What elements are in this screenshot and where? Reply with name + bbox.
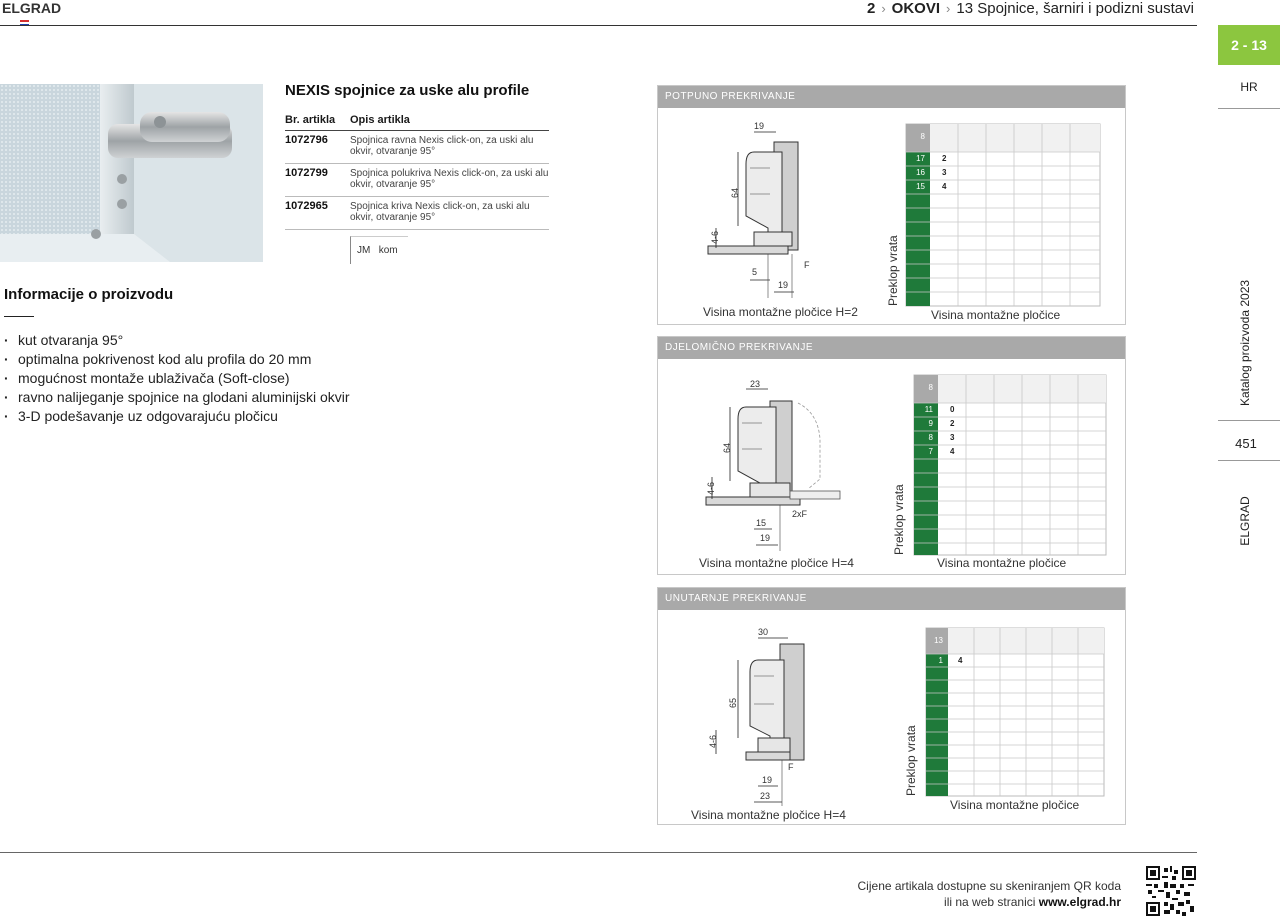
article-description: Spojnica ravna Nexis click-on, za uski alu okvir, otvaranje 95° bbox=[350, 131, 549, 164]
dimension-bottom-2: 23 bbox=[760, 791, 771, 801]
dimension-top: 30 bbox=[758, 627, 769, 637]
plate-value: 2 bbox=[950, 419, 955, 428]
plate-value: 2 bbox=[942, 154, 947, 163]
footer-divider bbox=[0, 852, 1197, 853]
overlay-value: 11 bbox=[924, 405, 933, 414]
list-item: · ravno nalijeganje spojnice na glodani aluminijski okvir bbox=[4, 388, 350, 407]
panel-title: POTPUNO PREKRIVANJE bbox=[658, 86, 1125, 108]
drawing-caption: Visina montažne pločice H=2 bbox=[703, 305, 858, 319]
breadcrumb bbox=[867, 0, 1194, 17]
dimension-side: 64 bbox=[730, 187, 740, 198]
header-divider bbox=[0, 25, 1197, 26]
unit-value: kom bbox=[378, 245, 398, 256]
table-row bbox=[285, 164, 549, 197]
breadcrumb-chapter-number: 2 bbox=[866, 0, 876, 17]
dimension-gap: 4-6 bbox=[710, 230, 720, 244]
overlay-value: 7 bbox=[928, 447, 933, 456]
overlay-value: 8 bbox=[928, 433, 933, 442]
panel-inner-overlay bbox=[657, 587, 1126, 825]
chevron-right-icon: › bbox=[881, 1, 886, 16]
list-item: · optimalna pokrivenost kod alu profila do 20 mm bbox=[4, 350, 350, 369]
breadcrumb-chapter[interactable]: OKOVI bbox=[891, 0, 941, 17]
info-divider bbox=[4, 316, 34, 317]
vertical-axis-label: Preklop vrata bbox=[892, 484, 906, 555]
chapter-tab[interactable]: 2 - 13 bbox=[1218, 25, 1280, 65]
dimension-bottom: 15 bbox=[756, 518, 767, 528]
info-title: Informacije o proizvodu bbox=[4, 286, 174, 303]
overlay-value: 17 bbox=[916, 154, 925, 163]
dimension-bottom-2: 19 bbox=[760, 533, 771, 543]
dimension-top: 19 bbox=[754, 121, 765, 131]
table-corner: 8 bbox=[928, 383, 933, 392]
dimension-side: 65 bbox=[728, 697, 738, 708]
sidebar-divider bbox=[1218, 460, 1280, 461]
article-code: 1072796 bbox=[285, 131, 350, 164]
panel-body bbox=[658, 359, 1125, 574]
dimension-side: 64 bbox=[722, 442, 732, 453]
page-number: 451 bbox=[1235, 436, 1257, 451]
product-title: NEXIS spojnice za uske alu profile bbox=[285, 82, 530, 99]
vertical-axis-label: Preklop vrata bbox=[886, 235, 900, 306]
qr-code-icon[interactable] bbox=[1146, 866, 1196, 916]
chevron-right-icon: › bbox=[946, 1, 951, 16]
dimension-f: F bbox=[788, 762, 794, 772]
dimension-gap: 4-6 bbox=[708, 734, 718, 748]
product-table bbox=[285, 112, 549, 230]
dimension-bottom: 19 bbox=[762, 775, 773, 785]
breadcrumb-section[interactable]: Spojnice, šarniri i podizni sustavi bbox=[977, 0, 1194, 17]
overlay-value: 15 bbox=[916, 182, 925, 191]
breadcrumb-section-number: 13 bbox=[956, 0, 974, 17]
dimension-f: F bbox=[804, 260, 810, 270]
product-photo bbox=[0, 84, 263, 262]
sidebar-divider bbox=[1218, 108, 1280, 109]
list-item: · 3-D podešavanje uz odgovarajuću pločicu bbox=[4, 407, 350, 426]
panel-partial-overlay bbox=[657, 336, 1126, 575]
panel-body bbox=[658, 610, 1125, 824]
plate-value: 4 bbox=[958, 656, 963, 665]
table-caption: Visina montažne pločice bbox=[937, 556, 1067, 570]
overlay-value: 1 bbox=[938, 656, 943, 665]
plate-value: 0 bbox=[950, 405, 955, 414]
table-corner: 8 bbox=[920, 132, 925, 141]
dimension-top: 23 bbox=[750, 379, 761, 389]
table-row bbox=[285, 197, 549, 230]
article-code: 1072965 bbox=[285, 197, 350, 230]
panel-full-overlay bbox=[657, 85, 1126, 325]
column-header-code: Br. artikla bbox=[285, 112, 350, 131]
info-list bbox=[4, 331, 350, 426]
dimension-f: 2xF bbox=[792, 509, 808, 519]
dimension-gap: 4-6 bbox=[706, 481, 716, 495]
table-caption: Visina montažne pločice bbox=[950, 798, 1080, 812]
list-item: · kut otvaranja 95° bbox=[4, 331, 350, 350]
plate-value: 3 bbox=[950, 433, 955, 442]
plate-value: 3 bbox=[942, 168, 947, 177]
dimension-bottom: 5 bbox=[752, 267, 758, 277]
footer-note bbox=[858, 878, 1121, 910]
panel-body bbox=[658, 108, 1125, 324]
panel-title: DJELOMIČNO PREKRIVANJE bbox=[658, 337, 1125, 359]
drawing-caption: Visina montažne pločice H=4 bbox=[691, 808, 846, 822]
overlay-table-grid bbox=[658, 610, 1125, 824]
panel-title: UNUTARNJE PREKRIVANJE bbox=[658, 588, 1125, 610]
footer-line-2: ili na web stranici bbox=[944, 895, 1036, 909]
language-label: HR bbox=[1240, 80, 1258, 94]
plate-value: 4 bbox=[942, 182, 947, 191]
dimension-bottom-2: 19 bbox=[778, 280, 789, 290]
article-description: Spojnica kriva Nexis click-on, za uski alu okvir, otvaranje 95° bbox=[350, 197, 549, 230]
article-description: Spojnica polukriva Nexis click-on, za uski alu okvir, otvaranje 95° bbox=[350, 164, 549, 197]
catalog-label: Katalog proizvoda 2023 bbox=[1238, 279, 1252, 407]
sidebar-divider bbox=[1218, 420, 1280, 421]
overlay-value: 9 bbox=[928, 419, 933, 428]
table-corner: 13 bbox=[934, 636, 943, 645]
unit-label: JM bbox=[357, 245, 371, 256]
table-row bbox=[285, 131, 549, 164]
list-item: · mogućnost montaže ublaživača (Soft-close) bbox=[4, 369, 350, 388]
footer-line-1: Cijene artikala dostupne su skeniranjem QR koda bbox=[857, 879, 1121, 893]
overlay-value: 16 bbox=[916, 168, 925, 177]
column-header-description: Opis artikla bbox=[350, 112, 549, 131]
drawing-caption: Visina montažne pločice H=4 bbox=[699, 556, 854, 570]
unit-box bbox=[350, 236, 408, 264]
sidebar-brand: ELGRAD bbox=[1238, 496, 1252, 546]
brand-logo: ELGRAD bbox=[2, 0, 62, 16]
article-code: 1072799 bbox=[285, 164, 350, 197]
plate-value: 4 bbox=[950, 447, 955, 456]
website-link[interactable]: www.elgrad.hr bbox=[1038, 895, 1121, 909]
table-caption: Visina montažne pločice bbox=[931, 308, 1061, 322]
vertical-axis-label: Preklop vrata bbox=[904, 725, 918, 796]
